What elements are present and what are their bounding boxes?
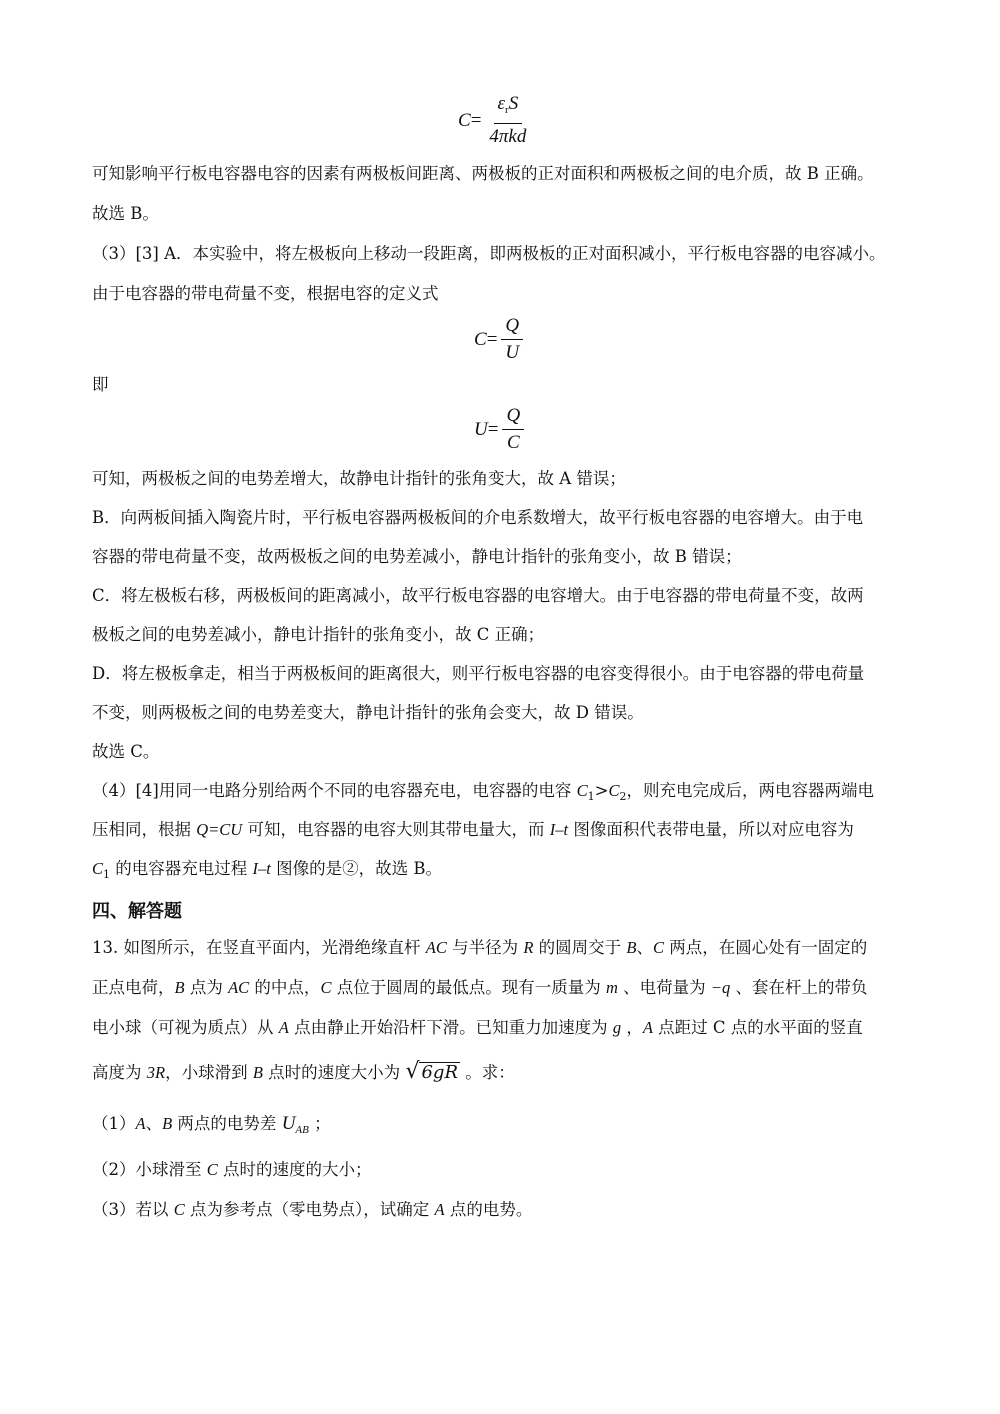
paragraph-line: B．向两板间插入陶瓷片时，平行板电容器两极板间的介电系数增大，故平行板电容器的电容增大。由于电 — [92, 508, 864, 527]
question-line: 13. 如图所示，在竖直平面内，光滑绝缘直杆 AC 与半径为 R 的圆周交于 B、C 两点，在圆心处有一固定的 — [92, 938, 868, 957]
formula-fraction — [485, 94, 530, 147]
paragraph-line: 故选 C。 — [92, 742, 160, 761]
paragraph-line: 即 — [92, 375, 109, 394]
formula-numerator: $\varepsilon_rS$ — [494, 94, 523, 124]
capacitance-formula — [458, 94, 530, 147]
paragraph-line: 压相同，根据 Q=CU 可知，电容器的电容大则其带电量大，而 I–t 图像面积代表带电量，所以对应电容为 — [92, 820, 854, 839]
paragraph-line: D．将左极板拿走，相当于两极板间的距离很大，则平行板电容器的电容变得很小。由于电容器的带电荷量 — [92, 664, 865, 683]
formula-denominator: 4πkd — [489, 126, 527, 147]
paragraph-line: 极板之间的电势差减小，静电计指针的张角变小，故 C 正确； — [92, 625, 545, 644]
question-line: 正点电荷，B 点为 AC 的中点，C 点位于圆周的最低点。现有一质量为 m 、电荷量为 −q 、套在杆上的带负 — [92, 978, 868, 997]
paragraph-line: 容器的带电荷量不变，故两极板之间的电势差减小，静电计指针的张角变小，故 B 错误； — [92, 547, 742, 566]
sub-question-1: （1）A、B 两点的电势差 $U_{AB}$ ； — [92, 1113, 331, 1136]
paragraph-line: 由于电容器的带电荷量不变，根据电容的定义式 — [92, 284, 439, 303]
paragraph-line: （3）[3] A．本实验中，将左极板向上移动一段距离，即两极板的正对面积减小，平行板电容器的电容减小。 — [92, 244, 886, 263]
sub-question-3: （3）若以 C 点为参考点（零电势点），试确定 A 点的电势。 — [92, 1200, 533, 1219]
paragraph-line: 可知影响平行板电容器电容的因素有两极板间距离、两极板的正对面积和两极板之间的电介质，故 B 正确。 — [92, 164, 874, 183]
paragraph-line: （4）[4]用同一电路分别给两个不同的电容器充电，电容器的电容 $C_1>C_2$，则充电完成后，两电容器两端电 — [92, 781, 874, 803]
voltage-formula: U = $\frac{Q}{C}$ — [474, 406, 524, 453]
paragraph-line: 不变，则两极板之间的电势差变大，静电计指针的张角会变大，故 D 错误。 — [92, 703, 644, 722]
formula-equals: = — [470, 109, 482, 131]
paragraph-line: C．将左极板右移，两极板间的距离减小，故平行板电容器的电容增大。由于电容器的带电荷量不变，故两 — [92, 586, 864, 605]
formula-lhs: C — [458, 109, 471, 131]
sub-question-2: （2）小球滑至 C 点时的速度的大小； — [92, 1160, 372, 1179]
question-line: 电小球（可视为质点）从 A 点由静止开始沿杆下滑。已知重力加速度为 g ，A 点距过 C 点的水平面的竖直 — [92, 1018, 863, 1037]
paragraph-line: 可知，两极板之间的电势差增大，故静电计指针的张角变大，故 A 错误； — [92, 469, 626, 488]
section-heading: 四、解答题 — [92, 901, 182, 922]
paragraph-line: $C_1$ 的电容器充电过程 I–t 图像的是②，故选 B。 — [92, 859, 442, 881]
paragraph-line: 故选 B。 — [92, 204, 159, 223]
sqrt-expression: √ 6gR — [405, 1059, 458, 1084]
capacitance-definition-formula: C = $\frac{Q}{U}$ — [474, 316, 523, 363]
question-line: 高度为 3R，小球滑到 B 点时的速度大小为 √ 6gR 。求： — [92, 1059, 515, 1084]
